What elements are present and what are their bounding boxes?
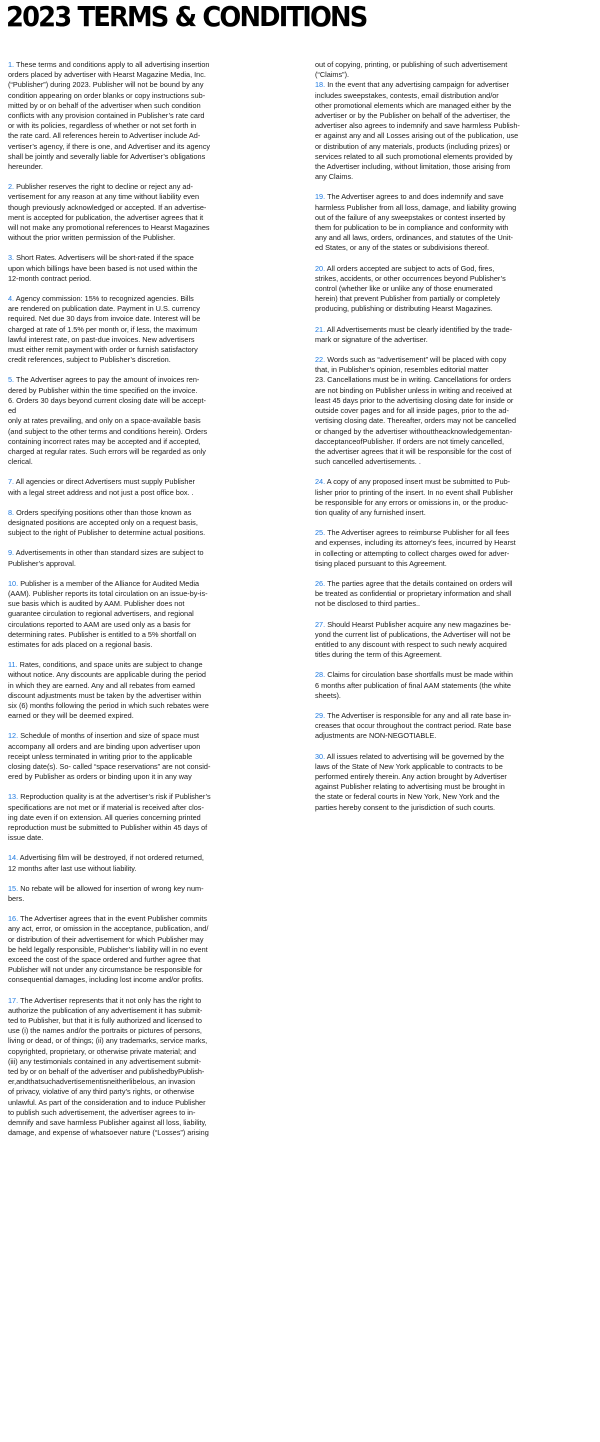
clause-number: 14. [8, 853, 19, 863]
clause-number: 21. [315, 324, 326, 334]
clause-text: All Advertisements must be clearly identified by the trade- mark or signature of the advertiser. [315, 324, 513, 344]
clause-item [8, 477, 283, 497]
clause-number: 27. [315, 619, 326, 629]
clause-number: 18. [315, 80, 326, 90]
clause-number: 22. [315, 355, 326, 365]
clause-text: Advertisements in other than standard sizes are subject to Publisher’s approval. [8, 548, 204, 568]
clause-item [315, 711, 590, 742]
clause-item [315, 60, 590, 80]
clause-number: 4. [8, 294, 15, 304]
clause-text: The Advertiser agrees to pay the amount of invoices ren- dered by Publisher within the time specified on the invoice. 6. Orders 30 days beyond current closing date will be accept- ed only at rates prevailing, and only on a space-available basis (and subject to the other terms and conditions herein). Orders containing incorrect rates may be accepted and if accepted, charged at regular rates. Such errors will be regarded as only clerical. [8, 375, 208, 467]
clause-number: 7. [8, 477, 15, 487]
clause-item [8, 914, 283, 985]
clause-item [8, 660, 283, 721]
clause-text: Agency commission: 15% to recognized agencies. Bills are rendered on publication date. Payment in U.S. currency required. Net due 30 days from invoice date. Interest will be charged at rate of 1.5% per month or, if less, the maximum lawful interest rate, on past-due invoices. New advertisers must either remit payment with order or furnish satisfactory credit references, subject to Publisher’s discretion. [8, 294, 201, 365]
clause-number: 17. [8, 995, 19, 1005]
clause-text: Publisher is a member of the Alliance for Audited Media (AAM). Publisher reports its total circulation on an issue-by-is- sue basis which is audited by AAM. Publisher does not guarantee circulation to regional advertisers, and regional circulations reported to AAM are used only as a basis for determining rates. Publisher is entitled to a 5% shortfall on estimates for ads placed on a regional basis. [8, 578, 208, 649]
clause-number: 24. [315, 477, 326, 487]
clause-text: These terms and conditions apply to all advertising insertion orders placed by advertiser with Hearst Magazine Media, Inc. (“Publisher”) during 2023. Publisher will not be bound by any condition appearing on order blanks or copy instructions sub- mitted by or on behalf of the advertiser when such condition conflicts with any provision contained in Publisher’s rate card or with its policies, regardless of whether or not set forth in the rate card. All references herein to Advertiser include Ad- vertiser’s agency, if there is one, and Advertiser and its agency shall be jointly and severally liable for Advertiser’s obligations hereunder. [8, 60, 210, 172]
clause-item [315, 579, 590, 610]
clause-number: 20. [315, 263, 326, 273]
clause-text: Orders specifying positions other than those known as designated positions are accepted only on a request basis, subject to the right of Publisher to determine actual positions. [8, 507, 206, 538]
clause-text: Schedule of months of insertion and size of space must accompany all orders and are binding upon advertiser upon receipt unless terminated in writing prior to the applicable closing date(s). So- called “space reservations” are not consid- ered by Publisher as orders or binding upon it in any way [8, 731, 211, 782]
clause-item [315, 620, 590, 661]
clause-number: 10. [8, 578, 19, 588]
clause-text: The Advertiser agrees that in the event Publisher commits any act, error, or omission in the acceptance, publication, and/ or distribution of their advertisement for which Publisher may be held legally responsible, Publisher’s liability will in no event exceed the cost of the space ordered and further agree that Publisher will not under any circumstance be responsible for consequential damages, including lost income and/or profits. [8, 914, 209, 985]
clause-item [8, 253, 283, 284]
clause-text: Claims for circulation base shortfalls must be made within 6 months after publication of final AAM statements (the white sheets). [315, 670, 513, 700]
clause-number: 15. [8, 883, 19, 893]
clause-number: 9. [8, 548, 15, 558]
clause-text: The Advertiser is responsible for any and all rate base in- creases that occur throughout the contract period. Rate base adjustments are NON-NEGOTIABLE. [315, 710, 512, 741]
clause-number: 12. [8, 731, 19, 741]
clause-item [315, 670, 590, 701]
clause-text: out of copying, printing, or publishing of such advertisement (“Claims”). [315, 60, 508, 80]
clause-item [315, 355, 590, 467]
clause-text: All agencies or direct Advertisers must supply Publisher with a legal street address and not just a post office box. . [8, 477, 195, 497]
clause-text: Short Rates. Advertisers will be short-rated if the space upon which billings have been based is not used within the 12-month contract period. [8, 253, 198, 283]
clause-number: 16. [8, 914, 19, 924]
clause-item [8, 884, 283, 904]
clause-text: Rates, conditions, and space units are subject to change without notice. Any discounts are applicable during the period in which they are earned. Any and all rebates from earned discount adjustments must be taken by the advertiser within six (6) months following the period in which such rebates were earned or they will be deemed expired. [8, 660, 209, 721]
clause-item [315, 192, 590, 253]
clause-item [8, 182, 283, 243]
clause-item [8, 60, 283, 172]
clause-item [315, 325, 590, 345]
clause-item [315, 528, 590, 569]
clause-number: 29. [315, 710, 326, 720]
clause-number: 1. [8, 60, 15, 69]
clause-text: No rebate will be allowed for insertion of wrong key num- bers. [8, 883, 204, 904]
clause-text: Should Hearst Publisher acquire any new magazines be- yond the current list of publications, the Advertiser will not be entitled to any discount with respect to such newly acquired titles during the term of this Agreement. [315, 619, 511, 660]
clause-text: Advertising film will be destroyed, if not ordered returned, 12 months after last use without liability. [8, 853, 204, 873]
clause-item [8, 792, 283, 843]
clause-item [8, 579, 283, 650]
clause-item [8, 996, 283, 1139]
clause-text: Reproduction quality is at the advertiser’s risk if Publisher’s specifications are not met or if material is received after clos- ing date even if on extension. All queries concerning printed reproduction must be submitted to Publisher within 45 days of issue date. [8, 792, 211, 843]
clause-item [315, 80, 590, 182]
clause-text: All issues related to advertising will be governed by the laws of the State of New York applicable to contracts to be performed entirely therein. Any action brought by Advertiser against Publisher relating to advertising must be brought in the state or federal courts in New York, New York and the parties hereby consent to the jurisdiction of such courts. [315, 751, 507, 812]
clause-text: A copy of any proposed insert must be submitted to Pub- lisher prior to printing of the insert. In no event shall Publisher be responsible for any errors or omissions in, or the produc- tion quality of any furnished insert. [315, 477, 513, 517]
clause-number: 8. [8, 507, 15, 517]
clause-number: 11. [8, 660, 18, 670]
clause-number: 3. [8, 253, 15, 263]
clause-item [8, 548, 283, 568]
clause-item [8, 853, 283, 873]
clause-text: All orders accepted are subject to acts of God, fires, strikes, accidents, or other occurrences beyond Publisher’s control (whether like or unlike any of those enumerated herein) that prevent Publisher from partially or completely producing, publishing or distributing Hearst Magazines. [315, 263, 506, 314]
page-title: 2023 TERMS & CONDITIONS [6, 0, 367, 33]
clause-number: 13. [8, 792, 19, 802]
right-column [315, 60, 590, 813]
clause-item [8, 294, 283, 365]
clause-number: 26. [315, 578, 326, 588]
clause-text: The parties agree that the details contained on orders will be treated as confidential or proprietary information and shall not be disclosed to third parties.. [315, 578, 513, 609]
clause-number: 19. [315, 192, 326, 202]
clause-text: Publisher reserves the right to decline or reject any ad- vertisement for any reason at any time without liability even though previously acknowledged or accepted. If an advertise- ment is accepted for publication, the advertiser agrees that it will not make any promotional references to Hearst Magazines without the prior written permission of the Publisher. [8, 182, 210, 243]
clause-item [8, 508, 283, 539]
clause-item [8, 375, 283, 467]
clause-number: 25. [315, 528, 326, 538]
clause-text: The Advertiser represents that it not only has the right to authorize the publication of any advertisement it has submit- ted to Publisher, but that it is fully authorized and licensed to use (i) the names and/or the portraits or pictures of persons, living or dead, or of things; (ii) any trademarks, service marks, copyrighted, proprietary, or otherwise private material; and (iii) any testimonials contained in any advertisement submit- ted by or on behalf of the advertiser and publishedbyPublish- er,andthatsuchadvertisementisneitherlibelous, an invasion of privacy, violative of any third party’s rights, or otherwise unlawful. As part of the consideration and to induce Publisher to publish such advertisement, the advertiser agrees to in- demnify and save harmless Publisher against all loss, liability, damage, and expense of whatsoever nature (“Losses”) arising [8, 995, 209, 1138]
clause-item [315, 264, 590, 315]
clause-number: 5. [8, 375, 15, 385]
clause-number: 28. [315, 670, 326, 680]
clause-text: The Advertiser agrees to and does indemnify and save harmless Publisher from all loss, damage, and liability growing out of the failure of any sweepstakes or contest inserted by them for publication to be in compliance and conformity with any and all laws, orders, ordinances, and statutes of the Unit- ed States, or any of the states or subdivisions thereof. [315, 192, 517, 253]
clause-item [8, 731, 283, 782]
left-column [8, 60, 283, 1138]
clause-item [315, 477, 590, 518]
clause-number: 2. [8, 182, 15, 192]
clause-text: Words such as “advertisement” will be placed with copy that, in Publisher’s opinion, resembles editorial matter 23. Cancellations must be in writing. Cancellations for orders are not binding on Publisher unless in writing and received at least 45 days prior to the advertising closing date for inside or outside cover pages and for all inside pages, prior to the ad- vertising closing date. Thereafter, orders may not be cancelled or changed by the advertiser withouttheacknowledgementan- dacceptanceofPublisher. If orders are not timely cancelled, the advertiser agrees that it will be responsible for the cost of such cancelled advertisements. . [315, 355, 517, 467]
clause-number: 30. [315, 751, 326, 761]
clause-text: The Advertiser agrees to reimburse Publisher for all fees and expenses, including its attorney’s fees, incurred by Hearst in collecting or attempting to collect charges owed for adver- tising placed pursuant to this Agreement. [315, 528, 516, 568]
clause-text: In the event that any advertising campaign for advertiser includes sweepstakes, contests, email distribution and/or other promotional elements which are managed either by the advertiser or by the Publisher on behalf of the advertiser, the advertiser also agrees to indemnify and save harmless Publish- er against any and all Losses arising out of the publication, use or distribution of any materials, products (including prizes) or services related to all such promotional elements provided by the Advertiser including, without limitation, those arising from any Claims. [315, 80, 520, 182]
clause-item [315, 752, 590, 813]
